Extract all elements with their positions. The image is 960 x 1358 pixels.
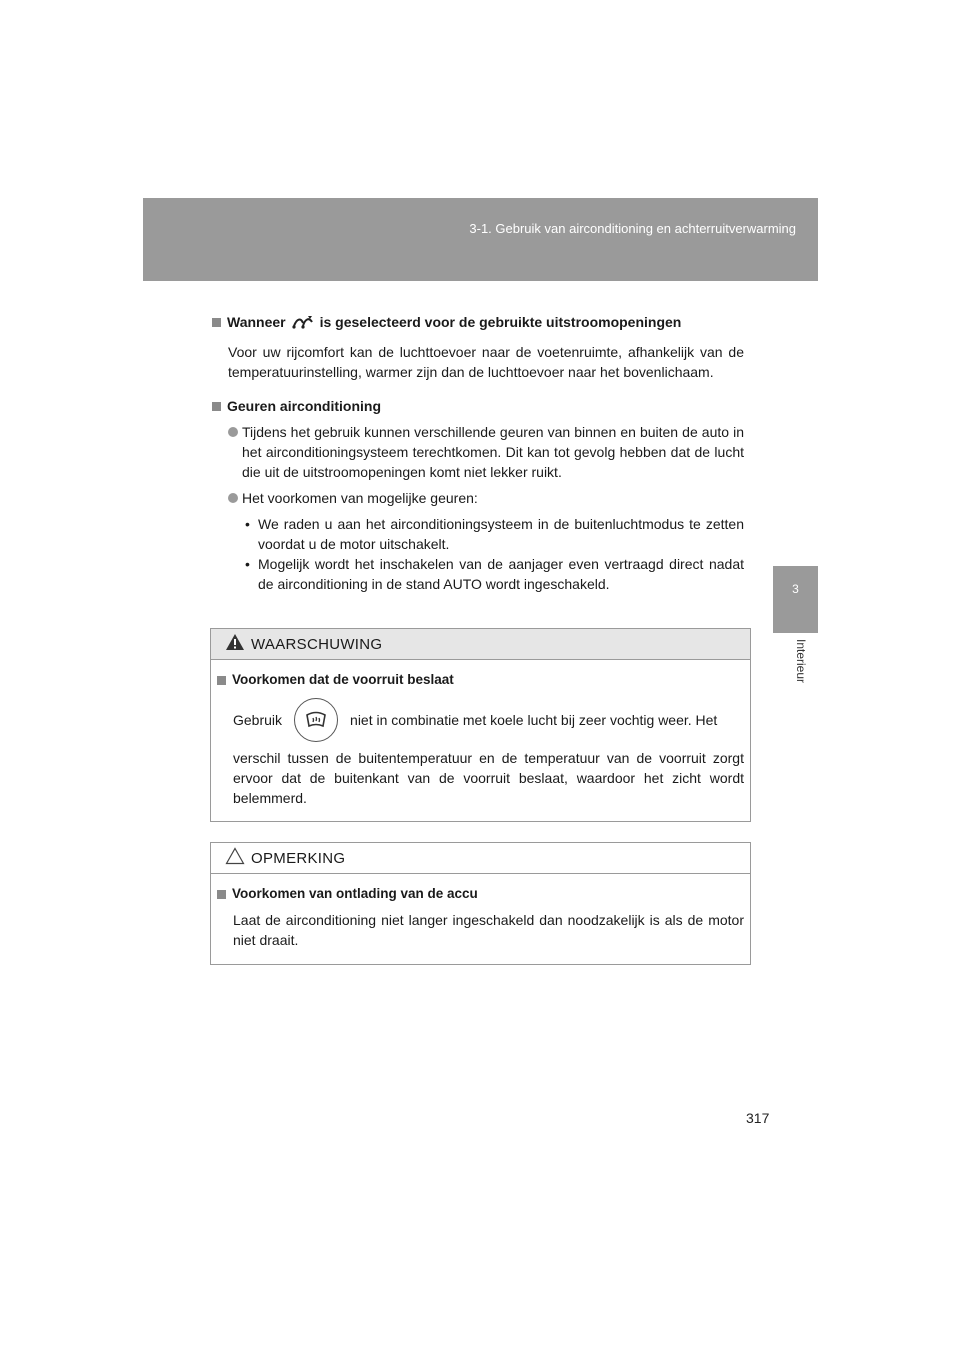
chapter-label: Interieur	[794, 639, 808, 684]
section-text-feet-mode: Voor uw rijcomfort kan de luchttoevoer naar de voetenruimte, afhankelijk van de temperatuurinstelling, warmer zijn dan de luchttoevoer naar het bovenlichaam.	[228, 344, 744, 380]
section-heading-feet-mode: Wanneer is geselecteerd voor de gebruikte uitstroomopeningen	[212, 312, 744, 332]
sub-list-item: • Mogelijk wordt het inschakelen van de aanjager even vertraagd direct nadat de airconditioning in de stand AUTO wordt ingeschakeld.	[245, 556, 744, 592]
square-bullet-icon	[217, 676, 226, 685]
warning-heading: Voorkomen dat de voorruit beslaat	[217, 670, 744, 690]
section-title: 3-1. Gebruik van airconditioning en achterruitverwarming	[469, 221, 796, 236]
dot-bullet-icon: •	[245, 556, 250, 572]
note-header	[211, 843, 750, 874]
page-number: 317	[746, 1110, 770, 1126]
header-band	[143, 198, 818, 281]
square-bullet-icon	[212, 402, 221, 411]
windshield-defroster-icon	[294, 698, 338, 742]
warning-header	[211, 629, 750, 660]
square-bullet-icon	[212, 318, 221, 327]
warning-text-line: Gebruik niet in combinatie met koele lucht bij zeer vochtig weer. Het	[233, 698, 744, 742]
circle-bullet-icon	[228, 427, 238, 437]
circle-bullet-icon	[228, 493, 238, 503]
warning-text: verschil tussen de buitentemperatuur en de temperatuur van de voorruit zorgt ervoor dat de buitenkant van de voorruit beslaat, waardoor het zicht wordt belemmerd.	[233, 750, 744, 806]
main-content	[212, 312, 744, 594]
feet-defroster-icon	[291, 314, 315, 330]
list-item: Het voorkomen van mogelijke geuren:	[228, 488, 744, 508]
note-title: OPMERKING	[251, 849, 346, 867]
section-heading-odors: Geuren airconditioning	[212, 396, 744, 416]
square-bullet-icon	[217, 890, 226, 899]
note-heading: Voorkomen van ontlading van de accu	[217, 884, 744, 904]
dot-bullet-icon: •	[245, 516, 250, 532]
warning-title: WAARSCHUWING	[251, 635, 383, 653]
warning-box	[210, 628, 751, 822]
chapter-number: 3	[792, 582, 799, 596]
sub-list-item: • We raden u aan het airconditioningsysteem in de buitenluchtmodus te zetten voordat u de motor uitschakelt.	[245, 516, 744, 552]
warning-triangle-icon	[225, 633, 245, 656]
chapter-tab	[773, 566, 818, 633]
note-text: Laat de airconditioning niet langer ingeschakeld dan noodzakelijk is als de motor niet draait.	[233, 912, 744, 948]
note-box	[210, 842, 751, 965]
sub-list	[242, 514, 744, 594]
list-item: Tijdens het gebruik kunnen verschillende geuren van binnen en buiten de auto in het airconditioningsysteem terechtkomen. Dit kan tot gevolg hebben dat de lucht die uit de uitstroomopeningen komt niet lekker ruikt.	[228, 422, 744, 482]
caution-triangle-icon	[225, 847, 245, 870]
